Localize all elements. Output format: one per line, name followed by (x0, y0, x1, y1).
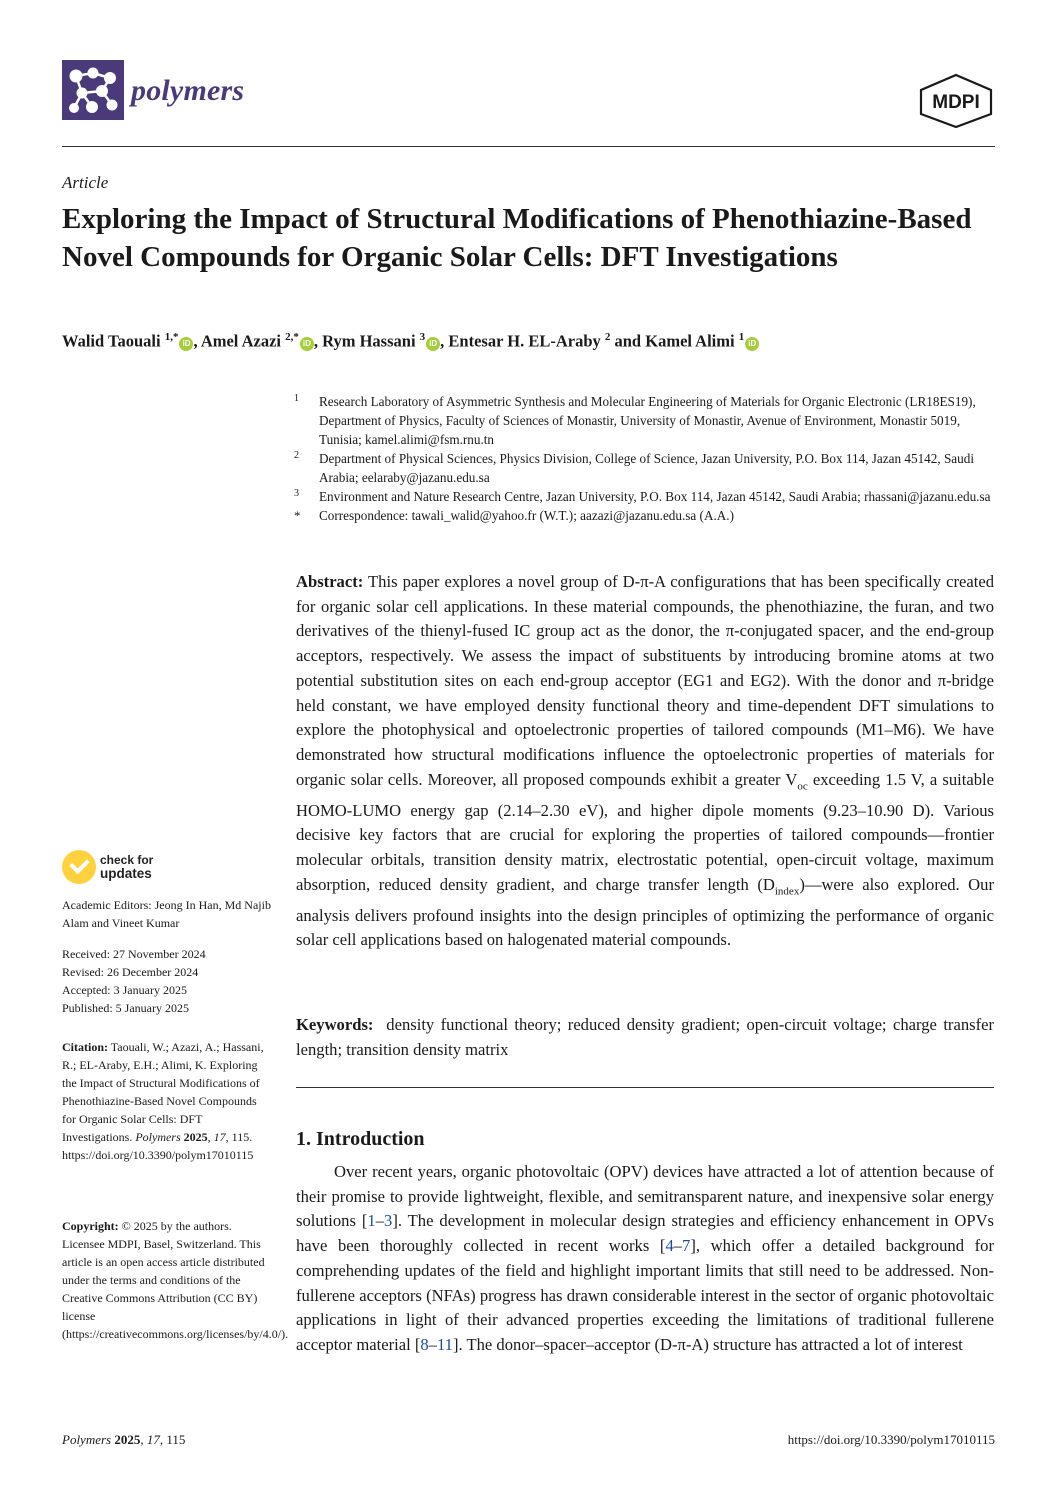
publication-dates (62, 945, 272, 1017)
section-divider (296, 1087, 994, 1088)
footer-citation: Polymers 2025, 17, 115 (62, 1432, 186, 1447)
affiliation-number: 2 (294, 450, 299, 461)
citation-label: Citation: (62, 1040, 108, 1054)
copyright-label: Copyright: (62, 1219, 119, 1233)
affiliation-text: Research Laboratory of Asymmetric Synthesis and Molecular Engineering of Materials for Organic Electronic (LR18ES19), Department of Physics, Faculty of Sciences of Monastir, University of Monastir, Avenue of Environment, Monastir 5019, Tunisia; kamel.alimi@fsm.rnu.tn (319, 394, 976, 447)
orcid-icon[interactable]: iD (426, 337, 440, 351)
affiliation-text: Environment and Nature Research Centre, Jazan University, P.O. Box 114, Jazan 45142, Saudi Arabia; rhassani@jazanu.edu.sa (319, 489, 991, 504)
affiliation-item (294, 449, 994, 487)
abstract-subscript: oc (797, 779, 808, 792)
mdpi-logo (917, 72, 995, 128)
check-label-line: updates (100, 866, 152, 881)
citation-link[interactable]: 1 (367, 1211, 376, 1231)
footer-journal: Polymers (62, 1432, 112, 1447)
article-title: Exploring the Impact of Structural Modifications of Phenothiazine-Based Novel Compounds for Organic Solar Cells: DFT Investigations (62, 203, 972, 273)
paragraph-text: Over recent years, organic photovoltaic (OPV) devices have attracted a lot of attention because of their promise to provide lightweight, flexible, and semitransparent nature, and inexpensive solar energy solutions [ (296, 1162, 994, 1231)
academic-editors (62, 896, 272, 932)
received-date: Received: 27 November 2024 (62, 947, 206, 961)
copyright-text: © 2025 by the authors. Licensee MDPI, Basel, Switzerland. This article is an open access article distributed under the terms and conditions of the Creative Commons Attribution (CC BY) license (https://creativecommons.org/licenses/by/4.0/). (62, 1219, 289, 1341)
citation-volume: 17 (213, 1130, 226, 1144)
checkmark-icon (62, 850, 96, 884)
copyright (62, 1217, 289, 1343)
correspondence-mark: * (294, 508, 301, 523)
author-affiliation-mark: 3 (419, 331, 426, 343)
citation-range-dash: – (375, 1211, 385, 1231)
citation-text: Taouali, W.; Azazi, A.; Hassani, R.; EL-Araby, E.H.; Alimi, K. Exploring the Impact of Structural Modifications of Phenothiazine-Based Novel Compounds for Organic Solar Cells: DFT Investigations. (62, 1040, 264, 1144)
affiliation-item (294, 392, 994, 449)
citation-range-dash: – (428, 1334, 437, 1354)
author-name: Kamel Alimi (645, 331, 735, 351)
editors-label: Academic Editors: (62, 898, 152, 912)
author-name: Entesar H. EL-Araby (448, 331, 601, 351)
correspondence (294, 506, 994, 525)
paragraph-text: ]. The development in molecular design strategies and efficiency enhancement in OPVs have been thoroughly collected in recent works [ (296, 1211, 995, 1256)
abstract-label: Abstract: (296, 572, 364, 591)
keywords-label: Keywords: (296, 1015, 374, 1034)
citation-doi[interactable]: , 115. https://doi.org/10.3390/polym17010115 (62, 1130, 254, 1162)
footer-volume: 17 (146, 1432, 160, 1447)
abstract-text: )—were also explored. Our analysis delivers profound insights into the design principles of optimizing the performance of organic solar cell applications based on halogenated material compounds. (296, 874, 994, 950)
citation-link[interactable]: 11 (436, 1334, 453, 1354)
affiliation-number: 3 (294, 488, 299, 499)
orcid-icon[interactable]: iD (300, 337, 314, 351)
keywords-text: density functional theory; reduced density gradient; open-circuit voltage; charge transfer length; transition density matrix (296, 1015, 994, 1059)
author-affiliation-mark: 1 (738, 331, 745, 343)
abstract-text: This paper explores a novel group of D-π-A configurations that has been specifically created for organic solar cell applications. In these material compounds, the phenothiazine, the furan, and two derivatives of the thienyl-fused IC group act as the donor, the π-conjugated spacer, and the end-group acceptors, respectively. We assess the impact of substituents by introducing bromine atoms at two potential substitution sites on each end-group acceptor (EG1 and EG2). With the donor and π-bridge held constant, we have employed density functional theory and time-dependent DFT simulations to explore the photophysical and optoelectronic properties of tailored compounds (M1–M6). We have demonstrated how structural modifications influence the optoelectronic properties of materials for organic solar cells. Moreover, all proposed compounds exhibit a greater V (296, 572, 994, 789)
author-name: Rym Hassani (322, 331, 416, 351)
mdpi-logo-text: MDPI (932, 92, 980, 113)
author-list: Walid Taouali $^{1,*}$ iD , Amel Azazi $^{2,*}$ iD , Rym Hassani $^3$ iD , Entesar H. EL-Araby $^2$ and Kamel Alimi $^1$ iD (62, 331, 1022, 352)
accepted-date: Accepted: 3 January 2025 (62, 983, 187, 997)
affiliations (294, 392, 994, 525)
section-heading: 1. Introduction (296, 1128, 425, 1150)
keywords (296, 1013, 994, 1062)
author-affiliation-mark: 2,* (285, 331, 299, 343)
citation-link[interactable]: 8 (420, 1334, 429, 1354)
abstract-text: exceeding 1.5 V, a suitable HOMO-LUMO energy gap (2.14–2.30 eV), and higher dipole moments (9.23–10.90 D). Various decisive key factors that are crucial for exploring the properties of tailored compounds—frontier molecular orbitals, transition density matrix, electrostatic potential, open-circuit voltage, maximum absorption, reduced density gradient, and charge transfer length (D (296, 769, 994, 894)
revised-date: Revised: 26 December 2024 (62, 965, 199, 979)
header-rule (62, 146, 995, 147)
author-affiliation-mark: 2 (604, 331, 611, 343)
article-type: Article (62, 173, 109, 192)
author-name: Amel Azazi (200, 331, 282, 351)
footer-doi-link[interactable]: https://doi.org/10.3390/polym17010115 (787, 1432, 995, 1447)
citation-year: 2025 (183, 1130, 208, 1144)
correspondence-text: Correspondence: tawali_walid@yahoo.fr (W.T.); aazazi@jazanu.edu.sa (A.A.) (319, 508, 734, 523)
introduction-paragraph (296, 1160, 994, 1358)
check-for-updates-label (100, 853, 153, 881)
polymers-logo-icon (62, 60, 124, 120)
check-for-updates-badge[interactable] (62, 850, 212, 890)
affiliation-item (294, 487, 994, 506)
editors-text: Jeong In Han, Md Najib Alam and Vineet Kumar (62, 898, 271, 930)
citation-range-dash: – (673, 1236, 683, 1256)
author-affiliation-mark: 1,* (164, 331, 179, 343)
footer-year: 2025 (114, 1432, 141, 1447)
citation-link[interactable]: 3 (384, 1211, 393, 1231)
abstract (296, 570, 994, 953)
citation-link[interactable]: 4 (665, 1236, 674, 1256)
orcid-icon[interactable]: iD (745, 337, 759, 351)
footer-page: , 115 (159, 1432, 186, 1447)
author-name: Walid Taouali (62, 331, 161, 351)
citation-link[interactable]: 7 (682, 1236, 691, 1256)
citation: Citation: Taouali, W.; Azazi, A.; Hassani, R.; EL-Araby, E.H.; Alimi, K. Exploring the Impact of Structural Modifications of Phenothiazine-Based Novel Compounds for Organic Solar Cells: DFT Investigations. Polymers 2025, 17, 115. https://doi.org/10.3390/polym17010115 (62, 1040, 264, 1162)
paragraph-text: ], which offer a detailed background for comprehending updates of the field and highlight important limits that still need to be addressed. Non-fullerene acceptors (NFAs) progress has drawn considerable interest in the sector of organic photovoltaic applications in light of their advanced properties exceeding the limitations of traditional fullerene acceptor material [ (296, 1236, 994, 1354)
affiliation-text: Department of Physical Sciences, Physics Division, College of Science, Jazan University, P.O. Box 114, Jazan 45142, Saudi Arabia; eelaraby@jazanu.edu.sa (319, 451, 974, 485)
paragraph-text: ]. The donor–spacer–acceptor (D-π-A) structure has attracted a lot of interest (452, 1334, 963, 1354)
abstract-subscript: index (774, 885, 800, 898)
citation-journal: Polymers (135, 1130, 181, 1144)
published-date: Published: 5 January 2025 (62, 1001, 189, 1015)
affiliation-number: 1 (294, 393, 299, 404)
journal-name: polymers (131, 74, 245, 107)
check-label-line: check for (100, 853, 154, 867)
orcid-icon[interactable]: iD (179, 337, 193, 351)
